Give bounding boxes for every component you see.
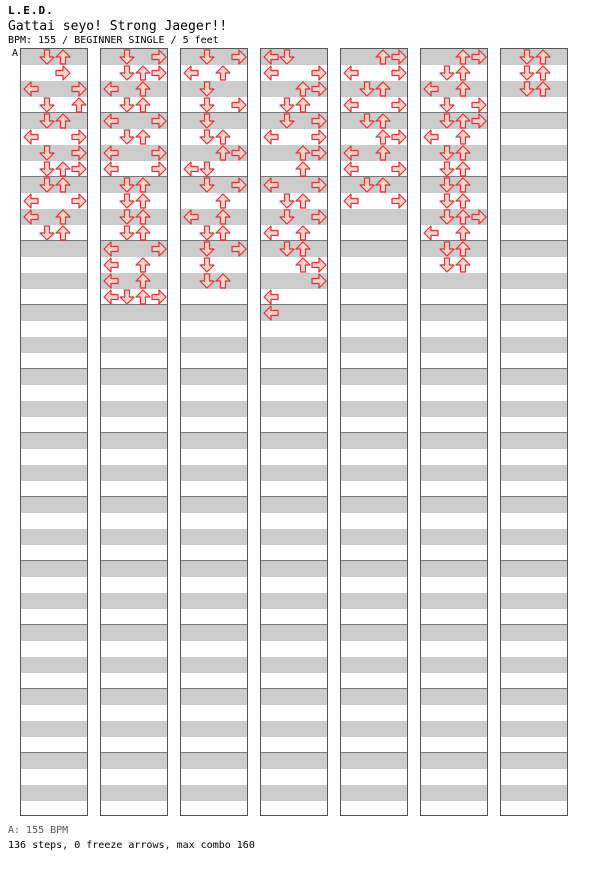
up-arrow-icon [135,225,151,241]
measure-line [341,304,407,305]
measure-line [101,496,167,497]
left-arrow-icon [343,65,359,81]
up-arrow-icon [215,209,231,225]
up-arrow-icon [55,113,71,129]
right-arrow-icon [471,49,487,65]
up-arrow-icon [135,193,151,209]
right-arrow-icon [311,113,327,129]
up-arrow-icon [55,209,71,225]
up-arrow-icon [135,273,151,289]
left-arrow-icon [423,129,439,145]
down-arrow-icon [199,161,215,177]
right-arrow-icon [311,257,327,273]
right-arrow-icon [151,161,167,177]
measure-line [261,496,327,497]
measure-line [341,368,407,369]
up-arrow-icon [215,65,231,81]
right-arrow-icon [311,81,327,97]
measure-line [501,688,567,689]
up-arrow-icon [375,113,391,129]
up-arrow-icon [135,177,151,193]
up-arrow-icon [215,145,231,161]
up-arrow-icon [455,65,471,81]
right-arrow-icon [71,161,87,177]
measure-line [21,560,87,561]
down-arrow-icon [519,49,535,65]
measure-line [501,624,567,625]
measure-line [181,368,247,369]
down-arrow-icon [39,49,55,65]
up-arrow-icon [455,241,471,257]
up-arrow-icon [535,81,551,97]
up-arrow-icon [295,97,311,113]
measure-line [341,752,407,753]
song-title: Gattai seyo! Strong Jaeger!! [8,19,228,34]
left-arrow-icon [183,209,199,225]
left-arrow-icon [103,257,119,273]
up-arrow-icon [455,225,471,241]
left-arrow-icon [343,97,359,113]
measure-line [421,368,487,369]
right-arrow-icon [391,65,407,81]
measure-line [341,624,407,625]
up-arrow-icon [375,129,391,145]
down-arrow-icon [119,209,135,225]
measure-line [21,624,87,625]
down-arrow-icon [199,273,215,289]
measure-line [421,752,487,753]
measure-line [421,432,487,433]
down-arrow-icon [39,113,55,129]
left-arrow-icon [263,129,279,145]
up-arrow-icon [135,97,151,113]
up-arrow-icon [375,49,391,65]
down-arrow-icon [439,161,455,177]
up-arrow-icon [455,81,471,97]
measure-line [421,560,487,561]
up-arrow-icon [455,113,471,129]
measure-line [181,496,247,497]
right-arrow-icon [151,65,167,81]
down-arrow-icon [119,49,135,65]
measure-line [21,304,87,305]
measure-line [421,304,487,305]
down-arrow-icon [119,177,135,193]
right-arrow-icon [55,65,71,81]
down-arrow-icon [439,177,455,193]
down-arrow-icon [439,241,455,257]
up-arrow-icon [375,81,391,97]
measure-line [421,688,487,689]
down-arrow-icon [119,129,135,145]
down-arrow-icon [439,145,455,161]
down-arrow-icon [279,113,295,129]
up-arrow-icon [455,193,471,209]
left-arrow-icon [183,65,199,81]
right-arrow-icon [231,97,247,113]
down-arrow-icon [199,129,215,145]
bpm-change-marker: A [12,48,19,59]
right-arrow-icon [71,81,87,97]
down-arrow-icon [279,49,295,65]
down-arrow-icon [439,193,455,209]
up-arrow-icon [55,49,71,65]
up-arrow-icon [455,257,471,273]
measure-line [181,560,247,561]
right-arrow-icon [471,113,487,129]
down-arrow-icon [199,81,215,97]
right-arrow-icon [311,65,327,81]
measure-line [101,752,167,753]
up-arrow-icon [295,161,311,177]
chart-summary: 136 steps, 0 freeze arrows, max combo 160 [8,840,255,851]
chart-column [500,48,568,816]
right-arrow-icon [311,145,327,161]
right-arrow-icon [231,145,247,161]
up-arrow-icon [135,257,151,273]
measure-line [181,304,247,305]
right-arrow-icon [151,49,167,65]
measure-line [501,304,567,305]
measure-line [181,624,247,625]
left-arrow-icon [103,273,119,289]
right-arrow-icon [151,289,167,305]
up-arrow-icon [295,145,311,161]
measure-line [501,240,567,241]
down-arrow-icon [439,97,455,113]
down-arrow-icon [439,257,455,273]
right-arrow-icon [71,145,87,161]
measure-line [21,496,87,497]
up-arrow-icon [55,225,71,241]
left-arrow-icon [23,81,39,97]
down-arrow-icon [279,97,295,113]
measure-line [21,752,87,753]
left-arrow-icon [263,305,279,321]
down-arrow-icon [439,113,455,129]
up-arrow-icon [535,49,551,65]
left-arrow-icon [23,129,39,145]
right-arrow-icon [311,273,327,289]
right-arrow-icon [71,129,87,145]
measure-line [501,112,567,113]
measure-line [261,752,327,753]
down-arrow-icon [199,257,215,273]
measure-line [181,688,247,689]
left-arrow-icon [343,193,359,209]
up-arrow-icon [535,65,551,81]
down-arrow-icon [39,97,55,113]
measure-line [501,752,567,753]
measure-line [501,560,567,561]
chart-column [260,48,328,816]
measure-line [261,368,327,369]
measure-line [261,688,327,689]
down-arrow-icon [119,65,135,81]
right-arrow-icon [471,209,487,225]
up-arrow-icon [455,209,471,225]
up-arrow-icon [215,273,231,289]
measure-line [341,240,407,241]
measure-line [501,432,567,433]
down-arrow-icon [519,65,535,81]
left-arrow-icon [103,145,119,161]
left-arrow-icon [343,145,359,161]
measure-line [341,688,407,689]
down-arrow-icon [119,225,135,241]
left-arrow-icon [423,81,439,97]
right-arrow-icon [391,193,407,209]
up-arrow-icon [455,49,471,65]
up-arrow-icon [135,81,151,97]
measure-line [101,432,167,433]
right-arrow-icon [71,193,87,209]
left-arrow-icon [103,241,119,257]
right-arrow-icon [151,241,167,257]
down-arrow-icon [519,81,535,97]
down-arrow-icon [39,225,55,241]
left-arrow-icon [343,161,359,177]
up-arrow-icon [455,161,471,177]
right-arrow-icon [231,241,247,257]
left-arrow-icon [23,193,39,209]
left-arrow-icon [423,225,439,241]
right-arrow-icon [151,113,167,129]
up-arrow-icon [55,177,71,193]
down-arrow-icon [199,113,215,129]
down-arrow-icon [39,145,55,161]
measure-line [101,688,167,689]
left-arrow-icon [23,209,39,225]
down-arrow-icon [279,209,295,225]
up-arrow-icon [215,193,231,209]
up-arrow-icon [295,225,311,241]
up-arrow-icon [375,177,391,193]
left-arrow-icon [263,225,279,241]
down-arrow-icon [39,177,55,193]
right-arrow-icon [391,129,407,145]
measure-line [421,496,487,497]
down-arrow-icon [199,49,215,65]
down-arrow-icon [279,241,295,257]
measure-line [501,496,567,497]
right-arrow-icon [151,145,167,161]
right-arrow-icon [471,97,487,113]
left-arrow-icon [183,161,199,177]
measure-line [501,368,567,369]
down-arrow-icon [439,209,455,225]
measure-line [181,432,247,433]
down-arrow-icon [119,289,135,305]
measure-line [341,560,407,561]
measure-line [341,432,407,433]
down-arrow-icon [199,177,215,193]
right-arrow-icon [311,129,327,145]
chart-info: BPM: 155 / BEGINNER SINGLE / 5 feet [8,35,219,46]
right-arrow-icon [391,49,407,65]
up-arrow-icon [215,225,231,241]
down-arrow-icon [359,113,375,129]
down-arrow-icon [119,97,135,113]
up-arrow-icon [295,257,311,273]
up-arrow-icon [55,161,71,177]
artist-name: L.E.D. [8,4,54,17]
measure-line [101,368,167,369]
up-arrow-icon [295,193,311,209]
up-arrow-icon [295,241,311,257]
down-arrow-icon [359,177,375,193]
up-arrow-icon [295,81,311,97]
left-arrow-icon [103,113,119,129]
measure-line [261,432,327,433]
measure-line [101,560,167,561]
up-arrow-icon [455,177,471,193]
measure-line [21,432,87,433]
down-arrow-icon [199,225,215,241]
measure-line [21,368,87,369]
up-arrow-icon [135,209,151,225]
down-arrow-icon [279,193,295,209]
right-arrow-icon [311,209,327,225]
down-arrow-icon [39,161,55,177]
left-arrow-icon [103,81,119,97]
down-arrow-icon [359,81,375,97]
right-arrow-icon [231,49,247,65]
up-arrow-icon [135,65,151,81]
right-arrow-icon [231,177,247,193]
left-arrow-icon [103,161,119,177]
up-arrow-icon [455,145,471,161]
left-arrow-icon [103,289,119,305]
down-arrow-icon [199,241,215,257]
up-arrow-icon [71,97,87,113]
down-arrow-icon [199,97,215,113]
up-arrow-icon [135,129,151,145]
measure-line [261,560,327,561]
measure-line [501,176,567,177]
measure-line [21,688,87,689]
up-arrow-icon [135,289,151,305]
measure-line [181,752,247,753]
measure-line [341,496,407,497]
left-arrow-icon [263,177,279,193]
right-arrow-icon [391,161,407,177]
up-arrow-icon [375,145,391,161]
up-arrow-icon [455,129,471,145]
down-arrow-icon [439,65,455,81]
measure-line [421,624,487,625]
measure-line [261,624,327,625]
up-arrow-icon [215,129,231,145]
bpm-legend: A: 155 BPM [8,825,69,836]
measure-line [101,624,167,625]
right-arrow-icon [311,177,327,193]
left-arrow-icon [263,289,279,305]
left-arrow-icon [263,65,279,81]
left-arrow-icon [263,49,279,65]
right-arrow-icon [391,97,407,113]
down-arrow-icon [119,193,135,209]
